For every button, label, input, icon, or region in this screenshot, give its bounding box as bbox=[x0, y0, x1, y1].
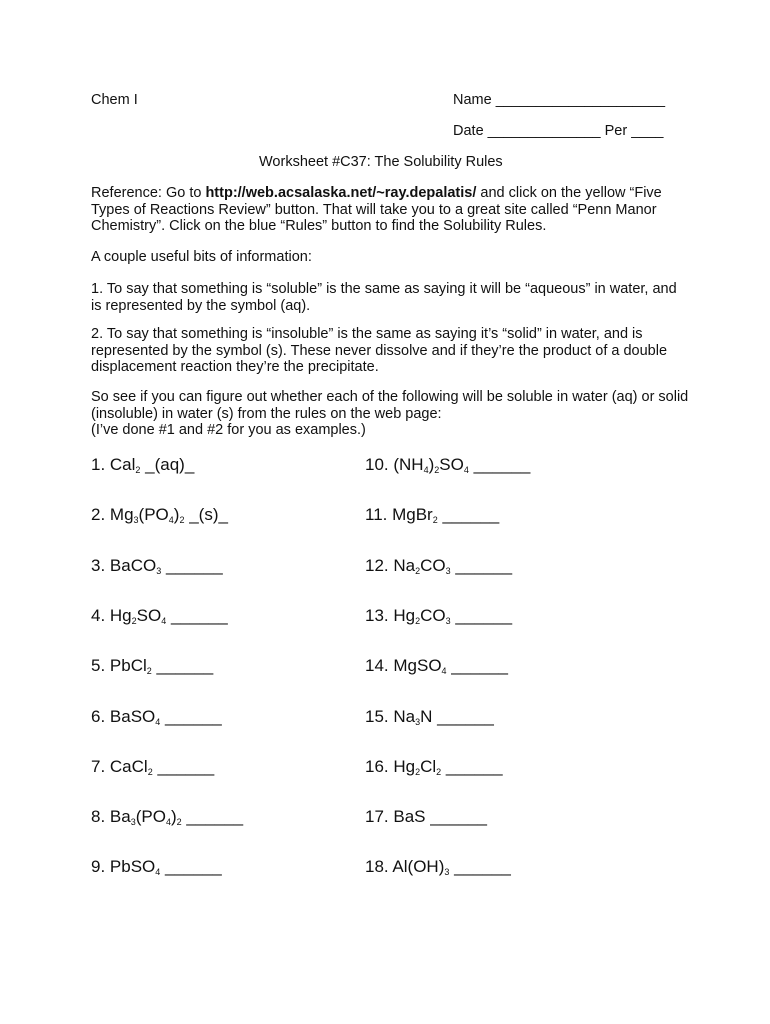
question-number: 11. bbox=[365, 505, 393, 524]
date-blank: ______________ bbox=[487, 123, 601, 139]
chemical-formula: $(NH_4)_2SO_4$ bbox=[393, 455, 469, 475]
question-item bbox=[365, 757, 503, 777]
name-label: Name bbox=[453, 92, 492, 108]
answer-blank[interactable]: ______ bbox=[446, 656, 509, 675]
question-number: 14. bbox=[365, 656, 394, 675]
chemical-formula: BaS bbox=[393, 807, 426, 826]
question-number: 3. bbox=[91, 556, 110, 575]
question-item bbox=[91, 707, 222, 727]
answer-blank[interactable]: ______ bbox=[432, 707, 494, 726]
answer-blank[interactable]: ______ bbox=[425, 807, 487, 826]
question-number: 2. bbox=[91, 505, 110, 524]
reference-prefix: Reference: Go to bbox=[91, 185, 206, 201]
answer-blank[interactable]: ______ bbox=[161, 556, 223, 575]
info-point-1: 1. To say that something is “soluble” is the same as saying it will be “aqueous” in water, and is represented by the symbol (aq). bbox=[91, 281, 677, 314]
question-number: 4. bbox=[91, 606, 110, 625]
question-item bbox=[91, 505, 228, 525]
question-number: 1. bbox=[91, 455, 110, 474]
date-per-field bbox=[453, 123, 663, 140]
question-item bbox=[365, 707, 494, 727]
question-number: 13. bbox=[365, 606, 394, 625]
per-label: Per bbox=[604, 123, 628, 139]
answer-blank[interactable]: _(aq)_ bbox=[140, 455, 195, 474]
instructions: So see if you can figure out whether each of the following will be soluble in water (aq) or solid (insoluble) in water (s) from the rules on the web page: bbox=[91, 389, 689, 422]
chemical-formula: BaCO$_3$ bbox=[109, 556, 162, 576]
question-item bbox=[365, 606, 512, 626]
answer-blank[interactable]: ______ bbox=[468, 455, 531, 474]
chemical-formula: $Hg_2SO_4$ bbox=[109, 606, 167, 626]
chemical-formula: MgSO$_4$ bbox=[393, 656, 447, 676]
answer-blank[interactable]: _(s)_ bbox=[184, 505, 228, 524]
question-item bbox=[91, 656, 213, 676]
chemical-formula: MgBr$_2$ bbox=[392, 505, 438, 525]
answer-blank[interactable]: ______ bbox=[160, 707, 222, 726]
answer-blank[interactable]: ______ bbox=[166, 606, 228, 625]
reference-suffix: and click on the yellow “Five Types of Reactions Review” button. That will take you to a great site called “Penn Manor Chemistry”. Click on the blue “Rules” button to find the Solubility Rules. bbox=[91, 185, 662, 234]
chemical-formula: PbCl$_2$ bbox=[109, 656, 152, 676]
answer-blank[interactable]: ______ bbox=[160, 857, 222, 876]
chemical-formula: BaSO$_4$ bbox=[109, 707, 161, 727]
answer-blank[interactable]: ______ bbox=[449, 857, 511, 876]
question-item bbox=[365, 455, 530, 475]
chemical-formula: $Hg_2Cl_2$ bbox=[393, 757, 442, 777]
question-item bbox=[91, 857, 222, 877]
question-item bbox=[91, 606, 228, 626]
question-item bbox=[91, 807, 243, 827]
question-item bbox=[365, 807, 487, 827]
per-blank: ____ bbox=[631, 123, 664, 139]
question-number: 15. bbox=[365, 707, 394, 726]
question-number: 17. bbox=[365, 807, 394, 826]
name-blank: _____________________ bbox=[495, 92, 666, 108]
question-item bbox=[365, 857, 511, 877]
answer-blank[interactable]: ______ bbox=[450, 556, 513, 575]
question-number: 8. bbox=[91, 807, 110, 826]
question-item bbox=[91, 455, 194, 475]
chemical-formula: Cal$_2$ bbox=[109, 455, 141, 475]
examples-note: (I’ve done #1 and #2 for you as examples.) bbox=[91, 422, 366, 438]
course-label: Chem I bbox=[91, 92, 138, 108]
question-number: 18. bbox=[365, 857, 393, 876]
answer-blank[interactable]: ______ bbox=[441, 757, 503, 776]
question-number: 16. bbox=[365, 757, 394, 776]
chemical-formula: PbSO$_4$ bbox=[109, 857, 161, 877]
info-heading: A couple useful bits of information: bbox=[91, 249, 312, 265]
question-item bbox=[91, 757, 214, 777]
chemical-formula: $Hg_2CO_3$ bbox=[393, 606, 451, 626]
chemical-formula: $Al(OH)_3$ bbox=[392, 857, 450, 877]
name-field bbox=[453, 92, 665, 109]
answer-blank[interactable]: ______ bbox=[437, 505, 500, 524]
info-point-2: 2. To say that something is “insoluble” is the same as saying it’s “solid” in water, and is represented by the symbol (s). These never dissolve and if they’re the product of a double displacement reaction they’re the precipitate. bbox=[91, 326, 668, 375]
question-number: 6. bbox=[91, 707, 110, 726]
chemical-formula: CaCl$_2$ bbox=[109, 757, 153, 777]
reference-url: http://web.acsalaska.net/~ray.depalatis/ bbox=[205, 185, 477, 201]
question-number: 5. bbox=[91, 656, 110, 675]
question-item bbox=[365, 505, 499, 525]
question-item bbox=[365, 656, 508, 676]
question-item bbox=[91, 556, 223, 576]
answer-blank[interactable]: ______ bbox=[152, 757, 215, 776]
chemical-formula: $Na_2CO_3$ bbox=[393, 556, 451, 576]
date-label: Date bbox=[453, 123, 484, 139]
answer-blank[interactable]: ______ bbox=[450, 606, 513, 625]
question-number: 9. bbox=[91, 857, 110, 876]
question-number: 12. bbox=[365, 556, 394, 575]
answer-blank[interactable]: ______ bbox=[181, 807, 244, 826]
chemical-formula: $Mg_3(PO_4)_2$ bbox=[109, 505, 185, 525]
question-item bbox=[365, 556, 512, 576]
question-number: 10. bbox=[365, 455, 394, 474]
question-number: 7. bbox=[91, 757, 110, 776]
worksheet-title: Worksheet #C37: The Solubility Rules bbox=[259, 154, 503, 170]
reference-paragraph bbox=[91, 185, 691, 235]
chemical-formula: $Na_3N$ bbox=[393, 707, 433, 727]
chemical-formula: $Ba_3(PO_4)_2$ bbox=[109, 807, 182, 827]
answer-blank[interactable]: ______ bbox=[151, 656, 214, 675]
